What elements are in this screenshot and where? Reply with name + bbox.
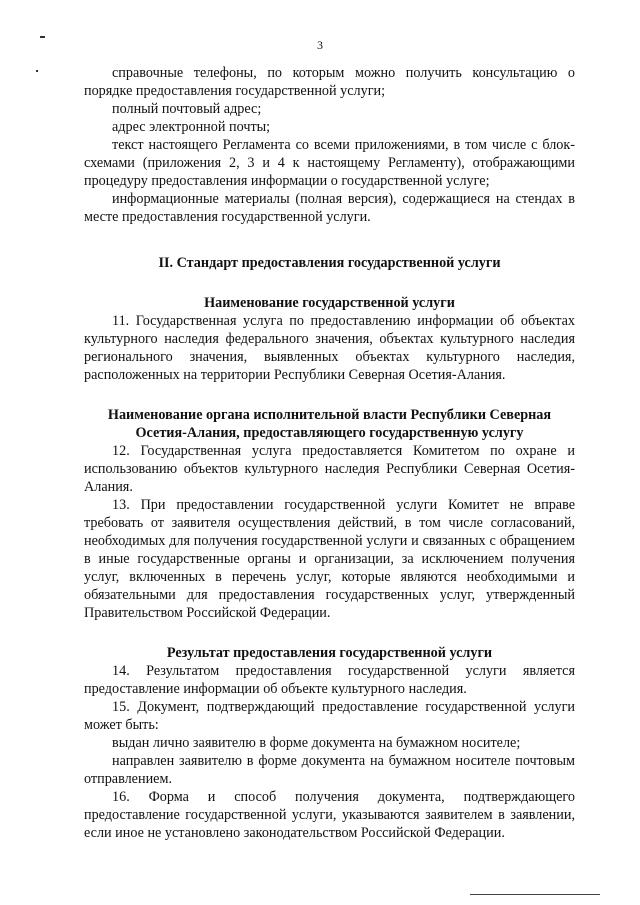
paragraph-11: 11. Государственная услуга по предоставлению информации об объектах культурного наследия федерального значения, объектах культурного наследия регионального значения, выявленных объектах культурного наследия, расположенных на территории Республики Северная Осетия-Алания. [84,313,575,383]
spacer [84,384,575,406]
subsection-title-result: Результат предоставления государственной услуги [166,645,493,661]
subsection-title-authority-line2: Осетия-Алания, предоставляющего государственную услугу [135,425,524,441]
intro-item: справочные телефоны, по которым можно получить консультацию о порядке предоставления государственной услуги; [84,65,575,99]
paragraph-16: 16. Форма и способ получения документа, подтверждающего предоставление государственной услуги, указываются заявителем в заявлении, если иное не установлено законодательством Российской Федерации. [84,789,575,841]
scan-speck [36,70,38,72]
spacer [84,226,575,254]
spacer [84,272,575,294]
section-title: II. Стандарт предоставления государственной услуги [158,255,501,271]
paragraph-15: 15. Документ, подтверждающий предоставление государственной услуги может быть: [84,699,575,733]
footer-rule [470,894,600,895]
paragraph-13: 13. При предоставлении государственной услуги Комитет не вправе требовать от заявителя осуществления действий, в том числе согласований, необходимых для получения государственной услуги и связанных с обращением в иные государственные органы и организации, за исключением получения услуг, включенных в перечень услуг, которые являются необходимыми и обязательными для предоставления государственных услуг, утвержденный Правительством Российской Федерации. [84,497,575,621]
intro-item: информационные материалы (полная версия), содержащиеся на стендах в месте предоставления государственной услуги. [84,191,575,225]
spacer [84,622,575,644]
paragraph-15-option-1: выдан лично заявителю в форме документа на бумажном носителе; [112,735,521,751]
paragraph-14: 14. Результатом предоставления государственной услуги является предоставление информации об объекте культурного наследия. [84,663,575,697]
paragraph-12: 12. Государственная услуга предоставляется Комитетом по охране и использованию объектов культурного наследия Республики Северная Осетия-Алания. [84,443,575,495]
paragraph-15-option-2: направлен заявителю в форме документа на бумажном носителе почтовым отправлением. [84,753,575,787]
subsection-title-name: Наименование государственной услуги [204,295,455,311]
intro-item: полный почтовый адрес; [112,101,262,117]
subsection-title-authority-line1: Наименование органа исполнительной власти Республики Северная [107,407,552,423]
page-number: 3 [317,38,323,52]
document-body [84,64,575,842]
intro-item: адрес электронной почты; [112,119,271,135]
intro-item: текст настоящего Регламента со всеми приложениями, в том числе с блок-схемами (приложения 2, 3 и 4 к настоящему Регламенту), отображающими процедуру предоставления информации о государственной услуге; [84,137,575,189]
subsection-title-authority [84,406,575,442]
